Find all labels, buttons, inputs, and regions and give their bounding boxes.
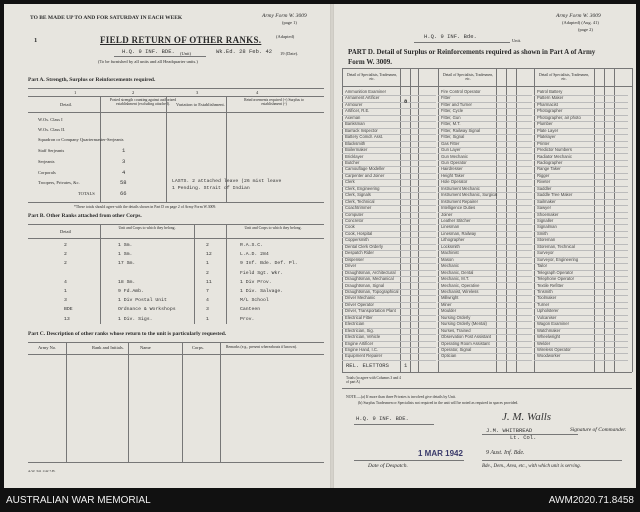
- partD-col1-row: Electrician: [345, 321, 365, 327]
- partD-col2-row: Gun Layer: [441, 147, 461, 153]
- partD-col1-row: Blacksmith: [345, 140, 366, 146]
- partB-row-corps: Canteen: [240, 307, 261, 313]
- partD-col2-row: Height Taker: [441, 172, 465, 178]
- despatch-date-stamp: 1 MAR 1942: [418, 449, 463, 458]
- partD-col1-row: Clerk, Technical: [345, 198, 375, 204]
- instruction: (To be furnished by all units and all Headquarter units.): [98, 59, 198, 64]
- unit-typed: H.Q. 9 INF. BDE.: [122, 48, 175, 55]
- partD-col2-row: Mechanic, Dental: [441, 269, 474, 275]
- partD-col1-row: Electrician, Sig.: [345, 327, 374, 333]
- partD-col2-row: Linesman, Railway: [441, 230, 477, 236]
- bde-label: Bde., Dem., Area, etc., with which unit is serving.: [482, 464, 581, 469]
- partD-col3-row: Sailmaker: [537, 198, 556, 204]
- partD-col3-row: Smith: [537, 230, 548, 236]
- partA-row-wo1: W.Os. Class I: [38, 117, 63, 122]
- partB-row-count: 2: [64, 261, 67, 267]
- partD-col2-row: Instrument Mechanic, Surgical: [441, 192, 498, 198]
- partD-col3-row: Platelayer: [537, 134, 556, 140]
- partD-col3-row: Photographer: [537, 108, 563, 114]
- partD-col1-row: Boilermaker: [345, 147, 368, 153]
- sign-unit: H.Q. 9 INF. BDE.: [356, 415, 409, 422]
- form-title: FIELD RETURN OF OTHER RANKS.: [100, 35, 262, 45]
- partD-col2-row: Fitter and Turner: [441, 101, 472, 107]
- partD-col2-row: Gun Mechanic: [441, 153, 468, 159]
- partD-col3-row: Plumber: [537, 121, 553, 127]
- partD-col2-row: Nursing Orderly (Mental): [441, 321, 487, 327]
- partA-head-variation: Variation to Establishment.: [176, 102, 225, 107]
- partD-head-1: Detail of Specialists, Tradesmen, etc.: [346, 73, 398, 81]
- partD-col3-row: Predictor Numbers: [537, 147, 572, 153]
- partB-row-count-2: 7: [206, 289, 209, 294]
- form-adapted: (Adapted): [276, 34, 295, 39]
- partD-col2-row: Intelligence Duties: [441, 205, 476, 211]
- partD-col1-row: Computer: [345, 211, 364, 217]
- partB-row-count-2: 11: [206, 279, 212, 285]
- partD-col1-row: Electrical Fitter: [345, 314, 373, 320]
- partD-col3-row: Saddler: [537, 185, 552, 191]
- partB-row-corps: L.A.D. 284: [240, 252, 269, 258]
- partD-col3-row: Upholsterer: [537, 308, 559, 314]
- bde-value: 9 Aust. Inf. Bde.: [486, 450, 525, 456]
- partB-row-unit: 1 Div Postal Unit: [118, 298, 167, 304]
- partD-row-rule: [342, 179, 436, 180]
- partD-col1-row: Armourer: [345, 101, 363, 107]
- partD-col1-row: Draughtsman, Topographical: [345, 288, 399, 294]
- partD-col2-row: Hole Operator: [441, 179, 468, 185]
- note-line-1: NOTE.—(a) If more than three Privates is involved give details by Unit.: [346, 395, 456, 399]
- partD-head-2: Detail of Specialists, Tradesmen, etc.: [442, 73, 494, 81]
- partD-col1-row: Draughtsman, Architectural: [345, 269, 396, 275]
- partD-row-rule: [438, 360, 532, 361]
- partA-note: *These totals should agree with the details shown in Part D on page 2 of Army Form W.3009.: [74, 205, 217, 209]
- partD-col2-row: Mechanic, Operative: [441, 282, 480, 288]
- partD-col1-row: Clerk: [345, 179, 355, 185]
- partD-col1-row: Engine Hand, I.C.: [345, 347, 379, 352]
- partD-col3-row: Signaller: [537, 218, 554, 223]
- partD-col2-row: Mechanist, Wireless: [441, 288, 479, 294]
- footer-institution: AUSTRALIAN WAR MEMORIAL: [6, 494, 151, 506]
- partD-col3-row: Textile Refitter: [537, 282, 564, 288]
- partD-col1-row: Concretor: [345, 218, 364, 223]
- partB-row-unit: 18 Sm.: [118, 279, 136, 285]
- partD-head-3: Detail of Specialists, Tradesmen, etc.: [538, 73, 590, 81]
- partD-col1-row: Butcher: [345, 159, 360, 165]
- partD-col1-row: Driver Mechanic: [345, 295, 376, 301]
- partA-title: Part A. Strength, Surplus or Reinforcements required.: [28, 77, 156, 83]
- partD-col2-row: Millwright: [441, 295, 459, 301]
- partD-totals-label: Totals (to agree with Columns 3 and 4 of part A): [346, 376, 401, 384]
- partB-row-corps: 1 Div Prov.: [240, 279, 272, 285]
- partD-col3-row: Watchmaker: [537, 327, 561, 333]
- partA-row-staff-sjt: Staff Serjeants: [38, 148, 65, 153]
- partA-row-privates: Troopers, Privates, &c.: [38, 180, 80, 185]
- partD-col1-row: Cook, Hospital: [345, 230, 373, 236]
- partC-head-army-no: Army No.: [38, 345, 57, 350]
- partD-col3-row: Tailor: [537, 263, 548, 269]
- partB-row-count-2: 4: [206, 298, 209, 304]
- partA-val-cpl: 4: [122, 169, 126, 176]
- partD-col3-row: Photographer, air photo: [537, 114, 581, 120]
- partA-val-staff-sjt: 1: [122, 147, 126, 154]
- partD-col1-row: Coachtrimmer: [345, 205, 372, 211]
- partD-col1-row: Camouflage Modeller: [345, 166, 385, 172]
- partD-col2-row: Linesman: [441, 224, 460, 230]
- partD-col1-row: Driver: [345, 263, 357, 269]
- partD-col1-row: Clerk, Engineering: [345, 185, 380, 191]
- top-banner: TO BE MADE UP TO AND FOR SATURDAY IN EACH WEEK: [30, 15, 183, 21]
- partB-row-unit: 9 Fd.Amb.: [118, 289, 144, 294]
- partD-col3-row: Telephone Operator: [537, 276, 575, 282]
- partA-col-num-4: 4: [256, 90, 259, 95]
- partD-col2-row: Mason: [441, 256, 454, 262]
- partD-col1-row: Barrack Inspector: [345, 127, 378, 133]
- partD-col1-row: Despatch Rider: [345, 250, 374, 256]
- partD-col3-row: Storeman, Technical: [537, 243, 575, 249]
- partD-col3-row: Vulcaniser: [537, 314, 557, 320]
- partB-row-corps: M/L School: [240, 298, 269, 304]
- date-typed: Wk.Ed. 28 Feb. 42: [216, 48, 273, 55]
- partD-row-rule: [534, 360, 628, 361]
- print-code: A.W. 341 1/42 7.H.: [28, 469, 56, 473]
- partB-row-count: 1: [64, 289, 67, 294]
- partB-head-detail: Detail: [60, 229, 71, 234]
- partD-col3-row: Sawyer: [537, 205, 551, 211]
- form-number: Army Form W. 3009: [262, 13, 307, 19]
- partD-col3-row: Toolmaker: [537, 295, 557, 301]
- partD-col2-row: Machinist: [441, 250, 459, 256]
- partD-col1-row: Coppersmith: [345, 237, 369, 243]
- partD-col2-row: Fire Control Operator: [441, 89, 481, 94]
- unit-label-2: Unit.: [512, 38, 522, 43]
- partD-col2-row: Fitter, Railway Signal: [441, 127, 481, 133]
- partD-col2-row: Gas Fitter: [441, 140, 460, 146]
- partB-row-unit: 1 Sm.: [118, 252, 133, 258]
- date-label: 19 (Date).: [280, 51, 299, 56]
- partD-col2-row: Moulder: [441, 308, 457, 314]
- partD-col1-row: Clerk, Signals: [345, 192, 371, 198]
- partB-row-count-2: 2: [206, 270, 209, 276]
- partD-col3-row: Plate Layer: [537, 127, 559, 133]
- partB-row-unit: 1 Sm.: [118, 243, 133, 248]
- partD-col2-row: Operator, Signal: [441, 347, 472, 352]
- footer-accession: AWM2020.71.8458: [548, 494, 634, 506]
- partC-head-corps: Corps.: [192, 345, 204, 350]
- partD-col1-row: Armament Artificer: [345, 95, 380, 101]
- partA-row-sjt: Serjeants: [38, 159, 55, 164]
- partD-col1-row: Draughtsman, Signal: [345, 282, 385, 288]
- despatch-label: Date of Despatch.: [368, 463, 408, 469]
- form-sheet: [4, 4, 636, 488]
- partD-row-rule: [438, 302, 532, 303]
- partD-col3-row: Pattern Maker: [537, 95, 564, 101]
- partB-row-corps: 1 Div. Salvage.: [240, 289, 284, 294]
- partD-col1-row: Cook: [345, 224, 355, 230]
- partD-col3-row: Pharmacist: [537, 101, 558, 107]
- partB-row-count: 2: [64, 252, 67, 258]
- partD-col3-row: Riveter: [537, 179, 551, 185]
- partA-val-privates: 58: [120, 179, 127, 186]
- partD-col3-row: Telegraph Operator: [537, 269, 574, 275]
- partD-col2-row: Operating Room Assistant: [441, 340, 490, 346]
- partD-col2-row: Locksmith: [441, 243, 460, 249]
- partD-col3-row: Surveyor: [537, 250, 554, 256]
- partD-col3-row: Welder: [537, 340, 551, 346]
- partD-col1-row: Dispenser: [345, 256, 364, 262]
- partD-col2-row: Nursing Orderly: [441, 314, 471, 320]
- partD-col3-row: Tinsmith: [537, 288, 553, 294]
- partB-row-count: 2: [64, 243, 67, 248]
- unit-typed-2: H.Q. 9 INF. Bde.: [424, 33, 477, 40]
- partC-head-remarks: Remarks (e.g., present whereabouts if known).: [226, 345, 297, 349]
- partB-row-corps: R.A.S.C.: [240, 243, 264, 248]
- partB-row-corps: 9 Inf. Bde. Def. Pl.: [240, 261, 298, 267]
- partD-col3-row: Signalman: [537, 224, 557, 230]
- partD-col2-row: Fitter, Cycle: [441, 108, 464, 114]
- partB-row-count-2: 3: [206, 307, 209, 313]
- partB-row-unit: 17 Sm.: [118, 261, 136, 267]
- partA-col-num-3: 3: [196, 90, 199, 95]
- page-2: [334, 4, 636, 488]
- partB-row-count: 3: [64, 298, 67, 304]
- partA-row-totals: TOTALS: [78, 191, 95, 196]
- partD-col2-row: Hairdresser: [441, 166, 463, 172]
- partB-row-unit: Ordnance & Workshops: [118, 307, 176, 313]
- partA-col-num-2: 2: [132, 90, 135, 95]
- partD-col1-row: Electrician, Vehicle: [345, 334, 381, 340]
- partD-col3-row: Storeman: [537, 237, 556, 243]
- page-1: [4, 4, 330, 488]
- partD-col2-row: Instrument Mechanic: [441, 185, 480, 191]
- form-adapted-2: (Adapted) (Aug. 41): [562, 20, 599, 25]
- partD-col3-row: Wireless Operator: [537, 347, 571, 352]
- partB-row-corps: Field Sgt. Wkr.: [240, 270, 284, 276]
- partA-row-wo2: W.Os. Class II.: [38, 127, 66, 132]
- archive-footer: [0, 488, 640, 512]
- sign-commander: J.M. WHITBREAD: [486, 427, 533, 434]
- partD-row-rule: [438, 95, 532, 96]
- partA-val-totals: 66: [120, 190, 127, 197]
- partD-col2-row: Joiner: [441, 211, 453, 217]
- partD-row-rule: [342, 224, 436, 225]
- partB-head-unit-1: Unit and Corps to which they belong.: [118, 226, 176, 230]
- unit-label: (Unit): [180, 51, 191, 56]
- partD-col3-row: Wagon Examiner: [537, 321, 569, 327]
- partD-col3-row: Radiographer: [537, 159, 563, 165]
- commander-signature: J. M. Walls: [502, 411, 552, 423]
- partD-col2-row: Miner: [441, 301, 452, 307]
- partA-row-cpl: Corporals: [38, 170, 56, 175]
- partD-col1-row: Ammunition Examiner: [345, 89, 386, 94]
- partD-col3-row: Patrol Battery: [537, 89, 563, 94]
- partD-col2-row: Mechanic: [441, 263, 459, 269]
- partB-row-count-2: 12: [206, 252, 212, 258]
- partA-val-sjt: 3: [122, 158, 126, 165]
- partA-remark-2: 1 Pending. Strait of Indian: [172, 186, 250, 191]
- partA-remark-1: LASTS. 2 attached leave (26 mist leave: [172, 179, 282, 184]
- partD-col1-row: Artificer, R.E.: [345, 108, 370, 114]
- partD-col2-row: Instrument Repairer: [441, 198, 479, 204]
- partD-row-rule: [534, 231, 628, 232]
- partC-title: Part C. Description of other ranks whose return to the unit is particularly requested.: [28, 331, 227, 337]
- note-line-2: (b) Surplus Tradesmen or Specialists not required in the unit will be noted as required in spaces provided.: [358, 401, 519, 405]
- partD-col1-row: Carpenter and Joiner: [345, 172, 385, 178]
- partB-row-count-2: 1: [206, 261, 209, 267]
- partA-head-posted: Posted strength counting against authorized establishment (excluding attached).: [109, 98, 177, 106]
- partC-head-rank: Rank and Initials.: [92, 345, 124, 350]
- partD-col3-row: Saddle Tree Maker: [537, 192, 573, 198]
- partB-row-corps: Prov.: [240, 316, 255, 322]
- partD-col3-row: Surveyor, Engineering: [537, 256, 579, 262]
- partB-row-count: 4: [64, 279, 67, 285]
- partD-col1-row: Battery Comdr. Asst.: [345, 134, 384, 140]
- partD-col3-row: Wheelwright: [537, 334, 561, 340]
- partB-row-unit: 1 Div. Sigs.: [118, 316, 153, 322]
- partD-mark-1: 8: [404, 98, 408, 105]
- partD-col3-row: Radiator Mechanic: [537, 153, 572, 159]
- partD-col1-row: Dental Clerk Orderly: [345, 243, 383, 249]
- partD-col3-row: Turner: [537, 301, 550, 307]
- partD-col3-row: Rigger: [537, 172, 550, 178]
- partD-col3-row: Shoemaker: [537, 211, 559, 217]
- partD-col3-row: Woodworker: [537, 353, 561, 359]
- partD-col2-row: Fitter: [441, 95, 451, 101]
- partD-extra-num: 1: [404, 362, 408, 369]
- partB-row-count-2: 2: [206, 243, 209, 248]
- partD-col2-row: Gun Operator: [441, 159, 467, 165]
- partD-col2-row: Optician: [441, 353, 457, 359]
- partD-title: PART D. Detail of Surplus or Reinforcements required as shown in Part A of Army Form W. 3009.: [348, 48, 596, 66]
- partD-col1-row: Engine Artificer: [345, 340, 374, 346]
- partD-row-rule: [342, 360, 436, 361]
- partD-col2-row: Mechanic, M.T.: [441, 276, 470, 282]
- partD-col2-row: Nurses, Trained: [441, 327, 471, 333]
- partD-col1-row: Draughtsman, Mechanical: [345, 276, 394, 282]
- form-number-2: Army Form W. 3009: [556, 13, 601, 19]
- partD-row-rule: [534, 263, 628, 264]
- partA-head-detail: Detail.: [60, 102, 73, 107]
- partD-col2-row: Lithographer: [441, 237, 465, 243]
- partD-col1-row: Banksman: [345, 121, 365, 127]
- partB-row-count: BDE: [64, 307, 73, 313]
- partD-col1-row: Axeman: [345, 114, 361, 120]
- partD-col3-row: Range Taker: [537, 166, 561, 172]
- partD-col2-row: Leather Stitcher: [441, 218, 471, 223]
- partD-col2-row: Fitter, Gun: [441, 114, 461, 120]
- partD-col1-row: Driver, Transportation Plant: [345, 308, 396, 314]
- partD-col1-row: Driver Operator: [345, 301, 374, 307]
- partD-col1-row: Equipment Repairer: [345, 353, 383, 359]
- partA-row-cqms: Squadron or Company Quartermaster-Serjeants: [38, 137, 124, 142]
- partB-head-unit-2: Unit and Corps to which they belong.: [244, 226, 302, 230]
- partD-col2-row: Observation Post Assistant: [441, 334, 492, 340]
- partD-col1-row: Bricklayer: [345, 153, 364, 159]
- partC-head-name: Name: [140, 345, 151, 350]
- sign-rank: Lt. Col.: [510, 434, 537, 441]
- partB-title: Part B. Other Ranks attached from other Corps.: [28, 213, 142, 219]
- form-page-2: (page 2): [578, 27, 593, 32]
- partB-row-count: 13: [64, 316, 70, 322]
- partA-col-num-1: 1: [74, 90, 77, 95]
- corner-mark: 1: [34, 37, 38, 44]
- partD-extra-row: REL. ELETTORS: [346, 362, 389, 369]
- form-page: (page 1): [282, 20, 297, 25]
- partB-row-count-2: 1: [206, 316, 209, 322]
- partA-head-reinforcements: Reinforcements required (+) Surplus to establishment (-): [244, 98, 304, 106]
- partD-col2-row: Fitter, Signal: [441, 134, 465, 140]
- partD-col2-row: Fitter, M.T.: [441, 121, 461, 127]
- partD-col3-row: Printer: [537, 140, 550, 146]
- commander-label: Signature of Commander.: [570, 427, 627, 433]
